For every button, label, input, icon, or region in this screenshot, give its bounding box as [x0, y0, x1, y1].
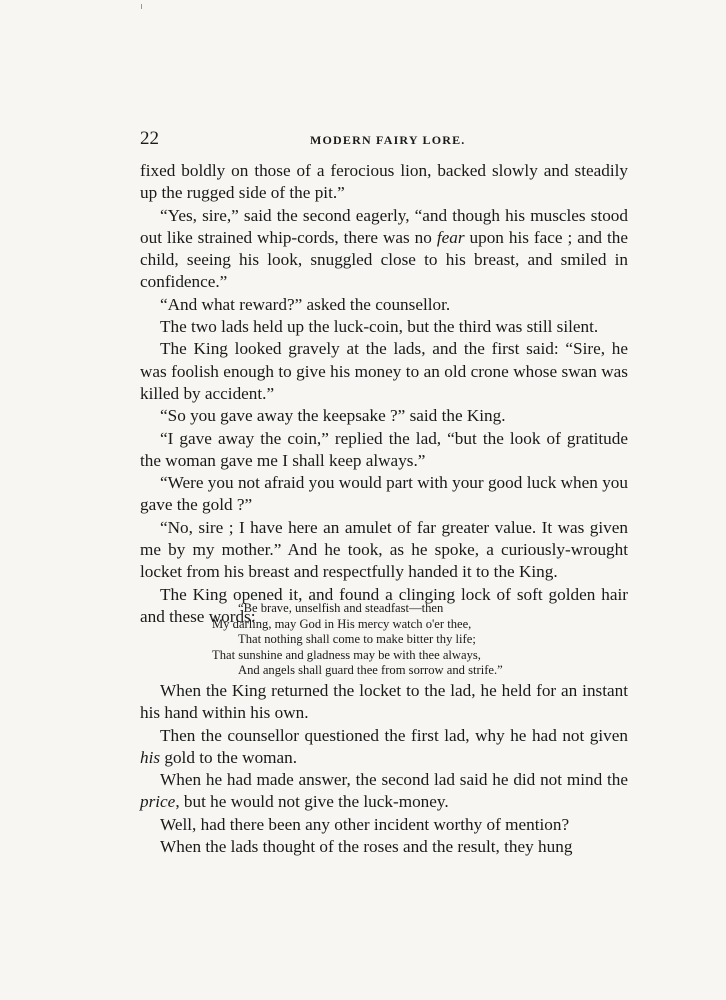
- italic-text: price: [140, 792, 176, 812]
- paragraph: [140, 680, 628, 725]
- italic-text: fear: [436, 227, 465, 247]
- paragraph: [140, 405, 628, 427]
- text-run: “And what reward?” asked the counsellor.: [160, 294, 451, 314]
- poem-line: That sunshine and gladness may be with thee always,: [212, 647, 481, 662]
- text-run: “So you gave away the keepsake ?” said the King.: [160, 406, 506, 426]
- paragraph: [140, 294, 628, 316]
- text-run: The King opened it, and found a clinging lock of soft golden hair and these words:: [140, 584, 628, 626]
- text-run: The two lads held up the luck-coin, but the third was still silent.: [160, 317, 599, 337]
- paragraph: [140, 814, 628, 836]
- body-text-top: [140, 160, 628, 628]
- paragraph: [140, 836, 628, 858]
- paragraph: [140, 428, 628, 473]
- text-run: upon his face ; and the child, seeing his look, snuggled close to his breast, and smiled in confidence.”: [140, 227, 628, 292]
- paragraph: [140, 338, 628, 405]
- scan-mark: [141, 4, 142, 9]
- paragraph: [140, 316, 628, 338]
- text-run: Well, had there been any other incident worthy of mention?: [160, 814, 570, 834]
- paragraph: [140, 205, 628, 294]
- text-run: “Yes, sire,” said the second eagerly, “and though his muscles stood out like strained whip-cords, there was no: [140, 205, 628, 247]
- text-run: “No, sire ; I have here an amulet of far greater value. It was given me by my mother.” And he took, as he spoke, a curiously-wrought locket from his breast and respectfully handed it to the King.: [140, 517, 628, 582]
- paragraph: [140, 160, 628, 205]
- text-run: “Were you not afraid you would part with your good luck when you gave the gold ?”: [140, 473, 628, 515]
- page-number: 22: [140, 128, 159, 149]
- text-run: fixed boldly on those of a ferocious lion, backed slowly and steadily up the rugged side of the pit.”: [140, 161, 628, 203]
- poem-line: That nothing shall come to make bitter thy life;: [238, 632, 476, 647]
- text-run: Then the counsellor questioned the first lad, why he had not given: [160, 725, 628, 745]
- page-header: [140, 128, 628, 152]
- paragraph: [140, 517, 628, 584]
- poem-line: And angels shall guard thee from sorrow and strife.”: [238, 663, 503, 678]
- running-head: MODERN FAIRY LORE.: [310, 133, 466, 147]
- poem-line: My darling, may God in His mercy watch o'er thee,: [212, 616, 472, 631]
- paragraph: [140, 472, 628, 517]
- text-run: , but he would not give the luck-money.: [175, 792, 449, 812]
- text-run: When the lads thought of the roses and the result, they hung: [160, 837, 573, 857]
- italic-text: his: [140, 747, 161, 767]
- text-run: gold to the woman.: [160, 747, 298, 767]
- poem-block: [212, 601, 552, 679]
- text-run: When the King returned the locket to the lad, he held for an instant his hand within his own.: [140, 681, 628, 723]
- poem-line: “Be brave, unselfish and steadfast—then: [238, 601, 444, 615]
- text-run: The King looked gravely at the lads, and the first said: “Sire, he was foolish enough to give his money to an old crone whose swan was killed by accident.”: [140, 339, 628, 403]
- body-text-bottom: [140, 680, 628, 858]
- text-run: “I gave away the coin,” replied the lad, “but the look of gratitude the woman gave me I shall keep always.”: [140, 428, 628, 470]
- paragraph: [140, 725, 628, 770]
- text-run: When he had made answer, the second lad said he did not mind the: [160, 770, 628, 790]
- paragraph: [140, 769, 628, 814]
